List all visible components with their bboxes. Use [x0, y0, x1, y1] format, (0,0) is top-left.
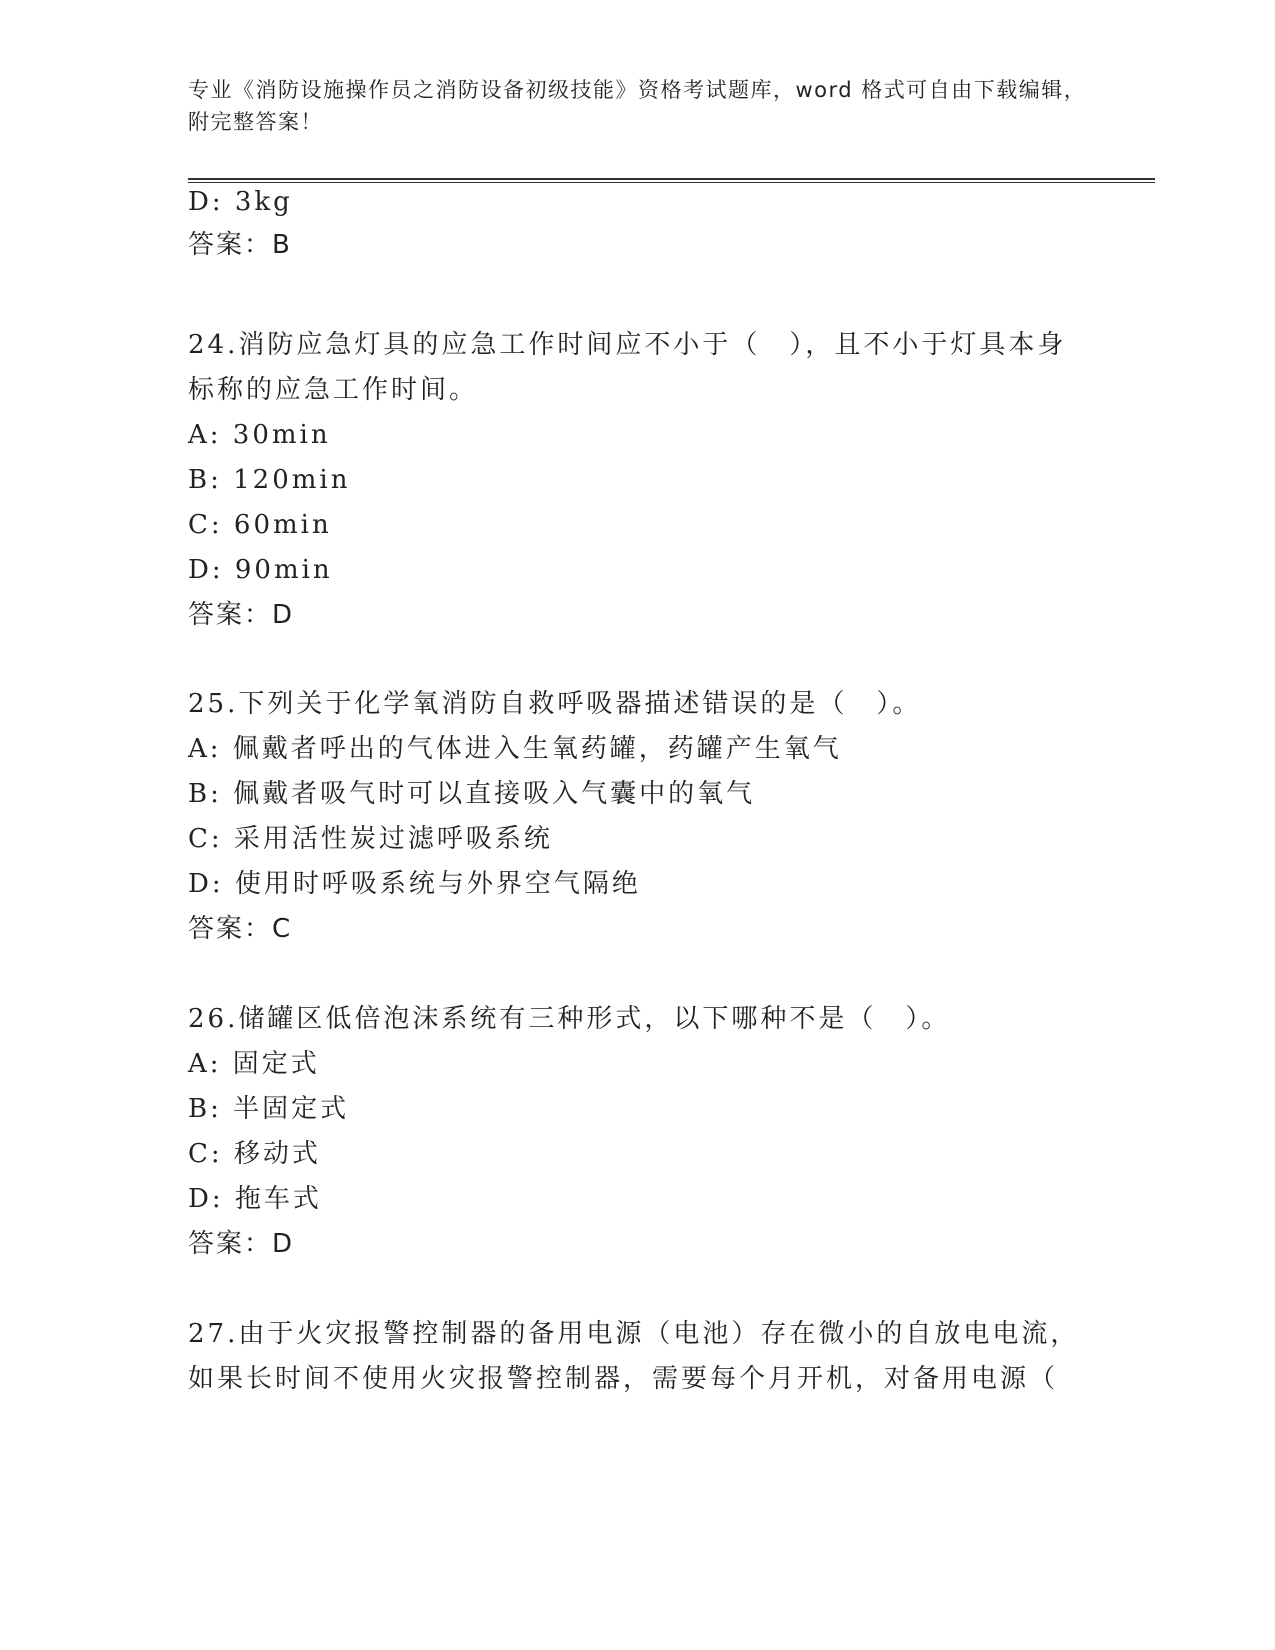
q27-stem-line2: 如果长时间不使用火灾报警控制器，需要每个月开机，对备用电源（ — [188, 1364, 1059, 1394]
q24-option-a: A: 30min — [188, 420, 331, 450]
q25-option-d: D: 使用时呼吸系统与外界空气隔绝 — [188, 869, 641, 899]
q26-option-b: B: 半固定式 — [188, 1094, 350, 1124]
q26-option-c: C: 移动式 — [188, 1139, 321, 1169]
q23-option-d: D: 3kg — [188, 187, 293, 217]
q26-answer: 答案：D — [188, 1229, 295, 1259]
q25-answer: 答案：C — [188, 914, 293, 944]
q24-answer: 答案：D — [188, 600, 295, 630]
q25-option-a: A: 佩戴者呼出的气体进入生氧药罐，药罐产生氧气 — [188, 734, 842, 764]
q26-stem: 26.储罐区低倍泡沫系统有三种形式，以下哪种不是（ ）。 — [188, 1004, 951, 1034]
header-divider — [188, 178, 1155, 183]
q25-stem: 25.下列关于化学氧消防自救呼吸器描述错误的是（ ）。 — [188, 689, 922, 719]
q24-stem-line1: 24.消防应急灯具的应急工作时间应不小于（ ），且不小于灯具本身 — [188, 330, 1067, 360]
q25-option-b: B: 佩戴者吸气时可以直接吸入气囊中的氧气 — [188, 779, 756, 809]
q27-stem-line1: 27.由于火灾报警控制器的备用电源（电池）存在微小的自放电电流， — [188, 1319, 1080, 1349]
q24-option-d: D: 90min — [188, 555, 333, 585]
page-header: 专业《消防设施操作员之消防设备初级技能》资格考试题库，word 格式可自由下载编辑，附完整答案！ — [188, 78, 1087, 134]
q26-option-d: D: 拖车式 — [188, 1184, 322, 1214]
q24-stem-line2: 标称的应急工作时间。 — [188, 375, 479, 405]
q24-option-b: B: 120min — [188, 465, 351, 495]
q25-option-c: C: 采用活性炭过滤呼吸系统 — [188, 824, 553, 854]
q26-option-a: A: 固定式 — [188, 1049, 320, 1079]
q24-option-c: C: 60min — [188, 510, 332, 540]
q23-answer: 答案：B — [188, 230, 292, 260]
